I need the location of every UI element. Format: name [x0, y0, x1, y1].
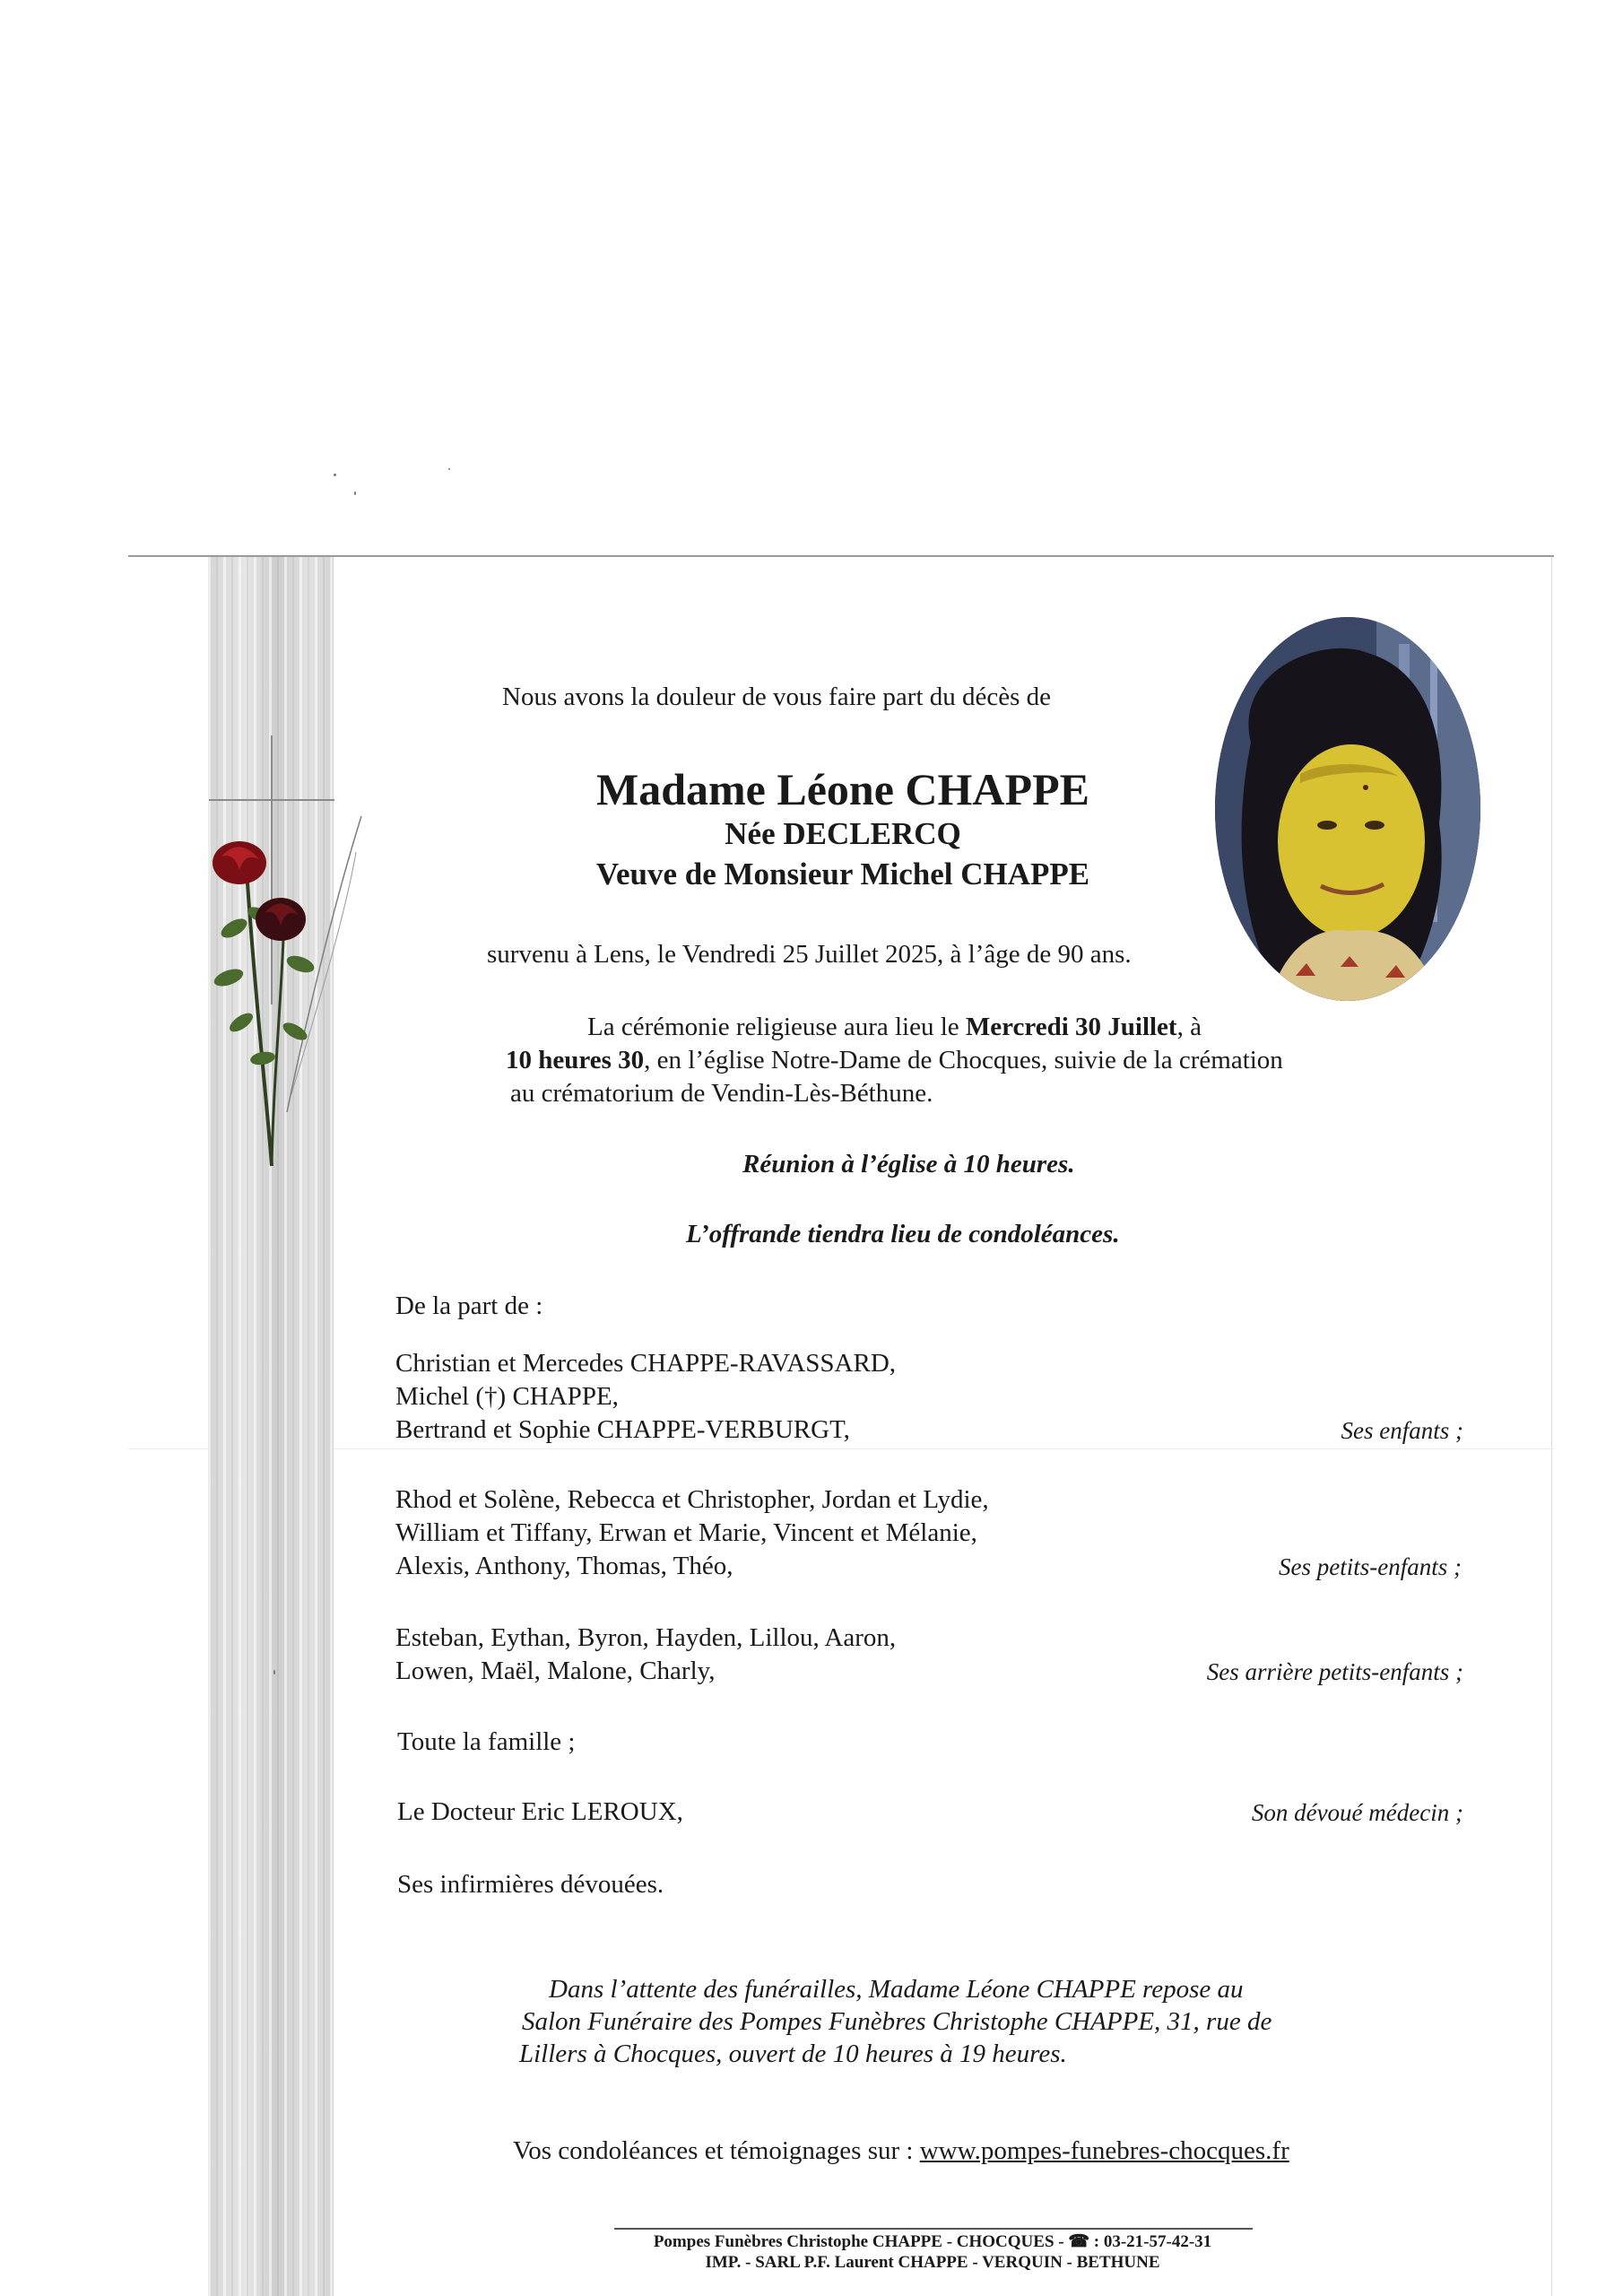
condolences-text: Vos condoléances et témoignages sur :	[513, 2136, 920, 2165]
portrait-photo	[1215, 617, 1480, 1001]
children-line: Bertrand et Sophie CHAPPE-VERBURGT,	[395, 1415, 850, 1444]
condolences-line	[513, 2138, 1289, 2164]
children-label: Ses enfants ;	[1341, 1417, 1463, 1444]
sheet-right-edge	[1551, 557, 1552, 2296]
cross-and-roses-illustration	[202, 735, 363, 1184]
footer-company: Pompes Funèbres Christophe CHAPPE - CHOCQUES -	[653, 2232, 1069, 2251]
scan-speck	[334, 474, 336, 476]
phone-icon: ☎	[1068, 2232, 1090, 2251]
great-grandchildren-line: Esteban, Eythan, Byron, Hayden, Lillou, Aaron,	[395, 1623, 897, 1652]
fold-line	[128, 1448, 1554, 1449]
children-line: Michel (†) CHAPPE,	[395, 1382, 619, 1411]
ceremony-line-2	[506, 1048, 1283, 1074]
from-label: De la part de :	[395, 1292, 543, 1320]
ceremony-text: La cérémonie religieuse aura lieu le	[587, 1013, 966, 1041]
rest-notice-line: Dans l’attente des funérailles, Madame Léone CHAPPE repose au	[549, 1975, 1244, 2004]
great-grandchildren-line: Lowen, Maël, Malone, Charly,	[395, 1657, 716, 1685]
rest-notice-line: Lillers à Chocques, ouvert de 10 heures à 19 heures.	[519, 2039, 1067, 2068]
ceremony-text: , à	[1176, 1013, 1202, 1041]
scan-speck	[273, 1670, 275, 1674]
ceremony-time: 10 heures 30	[506, 1046, 645, 1074]
footer-phone: : 03-21-57-42-31	[1089, 2232, 1212, 2251]
condolences-link[interactable]: www.pompes-funebres-chocques.fr	[919, 2136, 1289, 2165]
children-line: Christian et Mercedes CHAPPE-RAVASSARD,	[395, 1349, 897, 1378]
footer-line-2: IMP. - SARL P.F. Laurent CHAPPE - VERQUIN - BETHUNE	[705, 2253, 1160, 2272]
ceremony-date: Mercredi 30 Juillet	[965, 1013, 1177, 1041]
death-notice: survenu à Lens, le Vendredi 25 Juillet 2025, à l’âge de 90 ans.	[487, 940, 1132, 969]
offering-note: L’offrande tiendra lieu de condoléances.	[686, 1220, 1120, 1248]
grandchildren-line: Alexis, Anthony, Thomas, Théo,	[395, 1552, 733, 1580]
footer-rule	[614, 2228, 1253, 2230]
family-line: Toute la famille ;	[397, 1727, 576, 1756]
great-grandchildren-label: Ses arrière petits-enfants ;	[1206, 1658, 1463, 1685]
footer-line-1	[502, 2233, 1363, 2250]
sheet-top-edge	[128, 555, 1554, 557]
grandchildren-label: Ses petits-enfants ;	[1279, 1553, 1462, 1580]
ceremony-line-1	[587, 1014, 1202, 1040]
deceased-name: Madame Léone CHAPPE	[596, 764, 1089, 814]
ceremony-text: , en l’église Notre-Dame de Chocques, suivie de la crémation	[644, 1046, 1283, 1074]
maiden-name: Née DECLERCQ	[725, 816, 961, 851]
nurses-line: Ses infirmières dévouées.	[397, 1870, 664, 1899]
ceremony-line-3: au crématorium de Vendin-Lès-Béthune.	[510, 1079, 933, 1108]
doctor-label: Son dévoué médecin ;	[1251, 1799, 1463, 1826]
intro-text: Nous avons la douleur de vous faire part du décès de	[502, 683, 1052, 711]
widow-line: Veuve de Monsieur Michel CHAPPE	[595, 857, 1090, 891]
rest-notice-line: Salon Funéraire des Pompes Funèbres Christophe CHAPPE, 31, rue de	[522, 2007, 1272, 2036]
grandchildren-line: William et Tiffany, Erwan et Marie, Vincent et Mélanie,	[395, 1518, 977, 1547]
meeting-note: Réunion à l’église à 10 heures.	[742, 1150, 1075, 1178]
scan-speck	[448, 468, 450, 470]
doctor-line: Le Docteur Eric LEROUX,	[397, 1797, 683, 1826]
scan-speck	[354, 491, 356, 495]
grandchildren-line: Rhod et Solène, Rebecca et Christopher, Jordan et Lydie,	[395, 1485, 989, 1514]
